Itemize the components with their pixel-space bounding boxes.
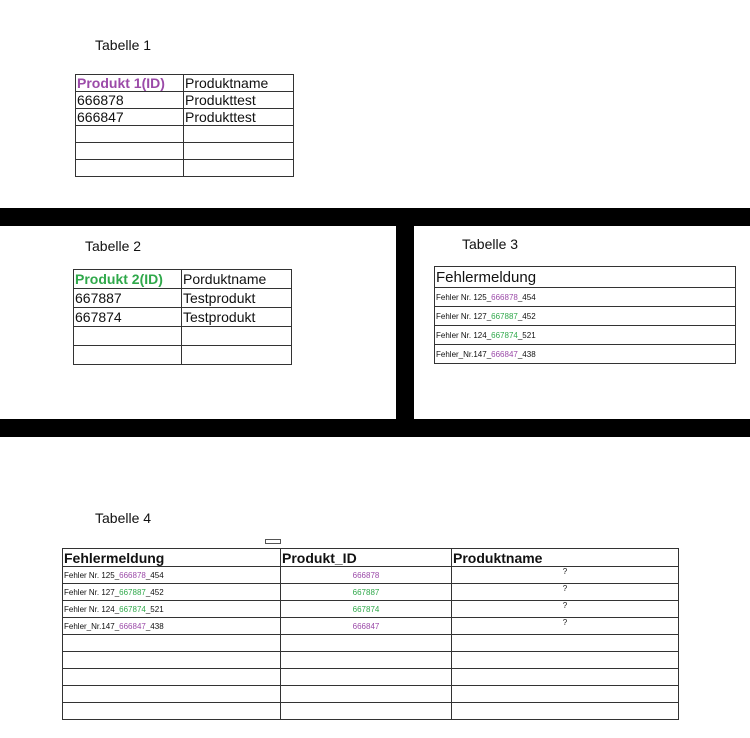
error-suffix: _454	[517, 292, 536, 302]
table-row	[435, 345, 736, 364]
table-row	[74, 289, 292, 308]
table-row	[435, 326, 736, 345]
table3-header: Fehlermeldung	[435, 267, 736, 288]
table-row	[76, 92, 294, 109]
table-cell: Produkttest	[184, 109, 294, 126]
table-row	[76, 109, 294, 126]
table-cell	[184, 160, 294, 177]
table-row	[63, 686, 679, 703]
product-id-cell: 666847	[281, 618, 452, 635]
error-prefix: Fehler Nr. 124_	[436, 330, 492, 340]
table-row	[63, 635, 679, 652]
error-product-id: 666878	[491, 292, 518, 302]
table4-header-product-name: Produktname	[452, 549, 679, 567]
frame-bar-bottom	[0, 419, 750, 437]
error-suffix: _452	[517, 311, 536, 321]
table-row	[63, 549, 679, 567]
table-row	[63, 601, 679, 618]
table-row	[74, 327, 292, 346]
table-row	[63, 652, 679, 669]
table-row	[435, 288, 736, 307]
table-cell: 666847	[76, 109, 184, 126]
table1	[75, 74, 294, 177]
table-row	[63, 669, 679, 686]
resize-handle[interactable]	[265, 539, 281, 544]
error-suffix: _438	[517, 349, 536, 359]
table1-header-id: Produkt 1(ID)	[76, 75, 184, 92]
error-product-id: 666847	[119, 621, 146, 631]
table-row	[74, 270, 292, 289]
table-row	[74, 346, 292, 365]
table2-caption: Tabelle 2	[85, 238, 142, 254]
table-cell: Produkttest	[184, 92, 294, 109]
error-suffix: _521	[145, 604, 164, 614]
error-product-id: 667874	[491, 330, 518, 340]
table-row	[63, 584, 679, 601]
table4-header-product-id: Produkt_ID	[281, 549, 452, 567]
table-cell: Testprodukt	[182, 308, 292, 327]
table-cell	[182, 327, 292, 346]
table-row	[76, 160, 294, 177]
product-id-cell: 666878	[281, 567, 452, 584]
product-id-cell: 667887	[281, 584, 452, 601]
table4	[62, 548, 679, 720]
table-row	[76, 143, 294, 160]
table2	[73, 269, 292, 365]
frame-bar-divider	[396, 208, 414, 437]
table4-caption: Tabelle 4	[95, 510, 152, 526]
error-product-id: 666878	[119, 570, 146, 580]
table4-header-error: Fehlermeldung	[63, 549, 281, 567]
table-row	[74, 308, 292, 327]
product-name-cell: ?	[452, 584, 679, 601]
error-product-id: 667887	[119, 587, 146, 597]
error-suffix: _438	[145, 621, 164, 631]
table1-header-name: Produktname	[184, 75, 294, 92]
table-row	[76, 75, 294, 92]
table-row	[76, 126, 294, 143]
table-cell	[74, 327, 182, 346]
product-name-cell: ?	[452, 618, 679, 635]
table-cell	[184, 126, 294, 143]
error-prefix: Fehler Nr. 125_	[64, 570, 120, 580]
error-prefix: Fehler Nr. 127_	[436, 311, 492, 321]
frame-bar-top	[0, 208, 750, 226]
table-cell	[184, 143, 294, 160]
table-cell	[76, 143, 184, 160]
error-prefix: Fehler_Nr.147_	[64, 621, 120, 631]
error-suffix: _454	[145, 570, 164, 580]
product-id-cell: 667874	[281, 601, 452, 618]
table-cell: 666878	[76, 92, 184, 109]
table-cell	[182, 346, 292, 365]
table-cell: 667874	[74, 308, 182, 327]
table-cell: 667887	[74, 289, 182, 308]
table3	[434, 266, 736, 364]
table1-caption: Tabelle 1	[95, 37, 152, 53]
table-cell	[74, 346, 182, 365]
error-suffix: _521	[517, 330, 536, 340]
product-name-cell: ?	[452, 567, 679, 584]
table2-header-name: Porduktname	[182, 270, 292, 289]
error-prefix: Fehler Nr. 124_	[64, 604, 120, 614]
table3-caption: Tabelle 3	[462, 236, 519, 252]
table-row	[63, 567, 679, 584]
product-name-cell: ?	[452, 601, 679, 618]
error-prefix: Fehler_Nr.147_	[436, 349, 492, 359]
error-suffix: _452	[145, 587, 164, 597]
error-product-id: 666847	[491, 349, 518, 359]
table-row	[435, 307, 736, 326]
table-row	[63, 703, 679, 720]
error-product-id: 667874	[119, 604, 146, 614]
table-cell: Testprodukt	[182, 289, 292, 308]
table-cell	[76, 126, 184, 143]
error-prefix: Fehler Nr. 125_	[436, 292, 492, 302]
table-cell	[76, 160, 184, 177]
table-row	[63, 618, 679, 635]
table-row	[435, 267, 736, 288]
error-prefix: Fehler Nr. 127_	[64, 587, 120, 597]
error-product-id: 667887	[491, 311, 518, 321]
table2-header-id: Produkt 2(ID)	[74, 270, 182, 289]
